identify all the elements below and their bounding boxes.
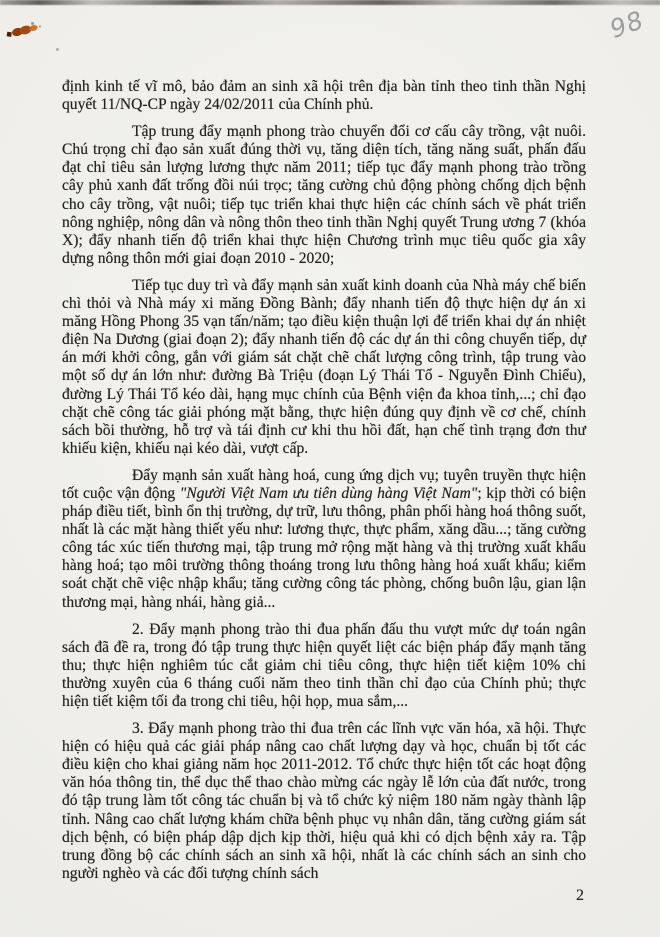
handwritten-page-note: 98 — [606, 5, 648, 44]
paragraph-trade-services — [62, 467, 586, 612]
scan-speck — [31, 22, 34, 25]
quoted-campaign-name: "Người Việt Nam ưu tiên dùng hàng Việt Nam" — [179, 484, 478, 502]
paragraph-text-before-quote: Đẩy mạnh sản xuất hàng hoá, cung ứng dịch vụ; tuyên truyền thực hiện tốt cuộc vận động — [62, 466, 586, 502]
document-body — [62, 78, 586, 892]
paragraph-industry-projects: Tiếp tục duy trì và đẩy mạnh sản xuất kinh doanh của Nhà máy chế biến chì thỏi và Nhà máy xi măng Đồng Bành; đẩy nhanh tiến độ thực hiện dự án xi măng Hồng Phong 35 vạn tấn/năm; tạo điều kiện thuận lợi để triển khai dự án nhiệt điện Na Dương (giai đoạn 2); đẩy nhanh tiến độ các dự án thi công chuyển tiếp, dự án mới khởi công, gắn với giám sát chặt chẽ chất lượng công trình, tập trung vào một số dự án lớn như: đường Bà Triệu (đoạn Lý Thái Tổ - Nguyễn Đình Chiểu), đường Lý Thái Tổ kéo dài, hạng mục chính của Bệnh viện đa khoa tỉnh,...; chỉ đạo chặt chẽ công tác giải phóng mặt bằng, thực hiện đúng quy định về cơ chế, chính sách bồi thường, hỗ trợ và tái định cư khi thu hồi đất, hạn chế tình trạng đơn thư khiếu kiện, khiếu nại kéo dài, vượt cấp. — [62, 276, 586, 457]
ink-smudge — [4, 22, 64, 46]
smudge-blobs — [7, 24, 41, 37]
scan-edge-artifact — [0, 0, 660, 5]
paragraph-crops-livestock: Tập trung đẩy mạnh phong trào chuyển đổi cơ cấu cây trồng, vật nuôi. Chú trọng chỉ đạo sản xuất đúng thời vụ, tăng diện tích, tăng năng suất, phấn đấu đạt chỉ tiêu sản lượng lương thực năm 2011; tiếp tục đẩy mạnh phong trào trồng cây phủ xanh đất trống đồi núi trọc; tăng cường chủ động phòng chống dịch bệnh cho cây trồng, vật nuôi; tiếp tục triển khai thực hiện các chính sách về phát triển nông nghiệp, nông dân và nông thôn theo tinh thần Nghị quyết Trung ương 7 (khóa X); đẩy nhanh tiến độ triển khai thực hiện Chương trình mục tiêu quốc gia xây dựng nông thôn mới giai đoạn 2010 - 2020; — [62, 123, 586, 267]
scan-speck — [56, 48, 59, 51]
paragraph-continuation: định kinh tế vĩ mô, bảo đảm an sinh xã hội trên địa bàn tỉnh theo tinh thần Nghị quyết 11/NQ-CP ngày 24/02/2011 của Chính phủ. — [62, 78, 586, 114]
paragraph-item-3-culture-society: 3. Đẩy mạnh phong trào thi đua trên các lĩnh vực văn hóa, xã hội. Thực hiện có hiệu quả các giải pháp nâng cao chất lượng dạy và học, chuẩn bị tốt các điều kiện cho khai giảng năm học 2011-2012. Tổ chức thực hiện tốt các hoạt động văn hóa thông tin, thể dục thể thao chào mừng các ngày lễ lớn của đất nước, trong đó tập trung làm tốt công tác chuẩn bị và tổ chức kỷ niệm 180 năm ngày thành lập tỉnh. Nâng cao chất lượng khám chữa bệnh phục vụ nhân dân, tăng cường giám sát dịch bệnh, có biện pháp dập dịch kịp thời, hiệu quả khi có dịch bệnh xảy ra. Tập trung đồng bộ các chính sách an sinh xã hội, nhất là các chính sách an sinh cho người nghèo và các đối tượng chính sách — [62, 720, 586, 882]
paragraph-text-after-quote: ; kịp thời có biện pháp điều tiết, bình ổn thị trường, dự trữ, lưu thông, phân phối hàng hoá thông suốt, nhất là các mặt hàng thiết yếu như: lương thực, thực phẩm, xăng dầu...; tăng cường công tác xúc tiến thương mại, tập trung mở rộng mặt hàng và thị trường xuất khẩu hàng hoá; tạo môi trường thông thoáng trong lưu thông hàng hoá xuất khẩu; kiểm soát chặt chẽ việc nhập khẩu; tăng cường công tác phòng, chống buôn lậu, gian lận thương mại, hàng nhái, hàng giả... — [62, 484, 586, 611]
paragraph-item-2-budget: 2. Đẩy mạnh phong trào thi đua phấn đấu thu vượt mức dự toán ngân sách đã đề ra, trong đó tập trung thực hiện quyết liệt các biện pháp đẩy mạnh tăng thu; thực hiện nghiêm túc cắt giảm chi tiêu công, thực hiện tiết kiệm 10% chi thường xuyên của 6 tháng cuối năm theo tinh thần chỉ đạo của Chính phủ; thực hiện tiết kiệm tối đa trong chi tiêu, hội họp, mua sắm,... — [62, 620, 586, 710]
page-number: 2 — [576, 887, 584, 904]
